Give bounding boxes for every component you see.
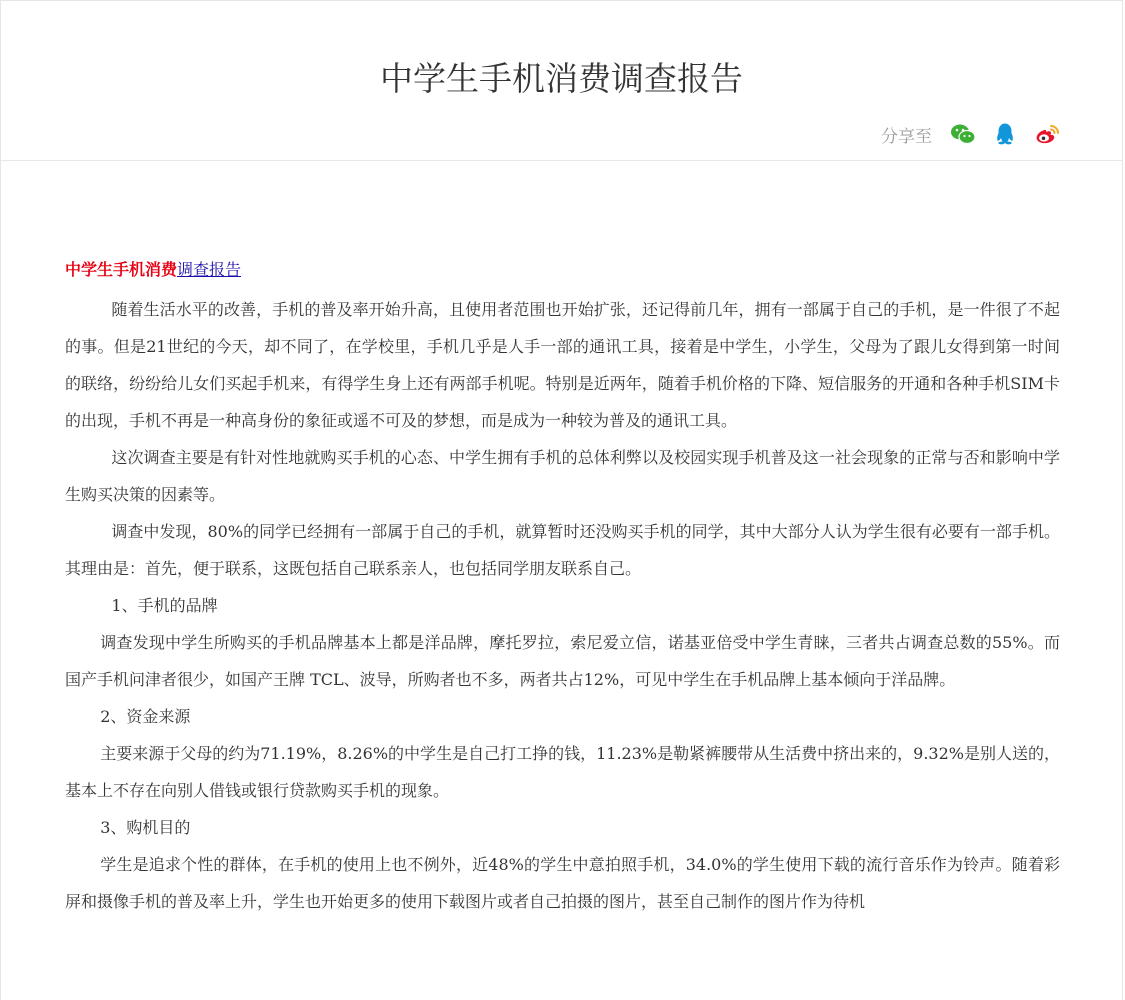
section-heading: 3、购机目的 xyxy=(100,818,191,837)
article-heading-link[interactable]: 调查报告 xyxy=(177,260,242,279)
wechat-icon[interactable] xyxy=(950,121,976,147)
paragraph: 这次调查主要是有针对性地就购买手机的心态、中学生拥有手机的总体利弊以及校园实现手机普及这一社会现象的正常与否和影响中学生购买决策的因素等。 xyxy=(65,448,1060,504)
article-heading xyxy=(65,249,1060,291)
paragraph: 学生是追求个性的群体，在手机的使用上也不例外，近48%的学生中意拍照手机，34.0%的学生使用下载的流行音乐作为铃声。随着彩屏和摄像手机的普及率上升，学生也开始更多的使用下载图片或者自己拍摄的图片，甚至自己制作的图片作为待机 xyxy=(65,855,1060,911)
share-label: 分享至 xyxy=(881,126,932,147)
section-heading: 1、手机的品牌 xyxy=(111,596,218,615)
page-title: 中学生手机消费调查报告 xyxy=(380,59,743,98)
header xyxy=(1,1,1122,161)
qq-icon[interactable] xyxy=(992,121,1018,147)
paragraph: 调查发现中学生所购买的手机品牌基本上都是洋品牌，摩托罗拉，索尼爱立信，诺基亚倍受中学生青睐，三者共占调查总数的55%。而国产手机问津者很少，如国产王牌 TCL、波导，所购者也不多，两者共占12%，可见中学生在手机品牌上基本倾向于洋品牌。 xyxy=(65,633,1060,689)
paragraph: 调查中发现，80%的同学已经拥有一部属于自己的手机，就算暂时还没购买手机的同学，其中大部分人认为学生很有必要有一部手机。其理由是：首先，便于联系，这既包括自己联系亲人，也包括同学朋友联系自己。 xyxy=(65,522,1060,578)
section-heading: 2、资金来源 xyxy=(100,707,191,726)
weibo-icon[interactable] xyxy=(1034,121,1060,147)
paragraph: 随着生活水平的改善，手机的普及率开始升高，且使用者范围也开始扩张，还记得前几年，拥有一部属于自己的手机，是一件很了不起的事。但是21世纪的今天，却不同了，在学校里，手机几乎是人手一部的通讯工具，接着是中学生，小学生，父母为了跟儿女得到第一时间的联络，纷纷给儿女们买起手机来，有得学生身上还有两部手机呢。特别是近两年，随着手机价格的下降、短信服务的开通和各种手机SIM卡的出现，手机不再是一种高身份的象征或遥不可及的梦想，而是成为一种较为普及的通讯工具。 xyxy=(65,300,1060,430)
paragraph: 主要来源于父母的约为71.19%，8.26%的中学生是自己打工挣的钱，11.23%是勒紧裤腰带从生活费中挤出来的，9.32%是别人送的，基本上不存在向别人借钱或银行贷款购买手机的现象。 xyxy=(65,744,1060,800)
article-body xyxy=(65,249,1060,920)
share-bar xyxy=(881,121,1060,147)
article-heading-text: 中学生手机消费 xyxy=(65,260,178,279)
